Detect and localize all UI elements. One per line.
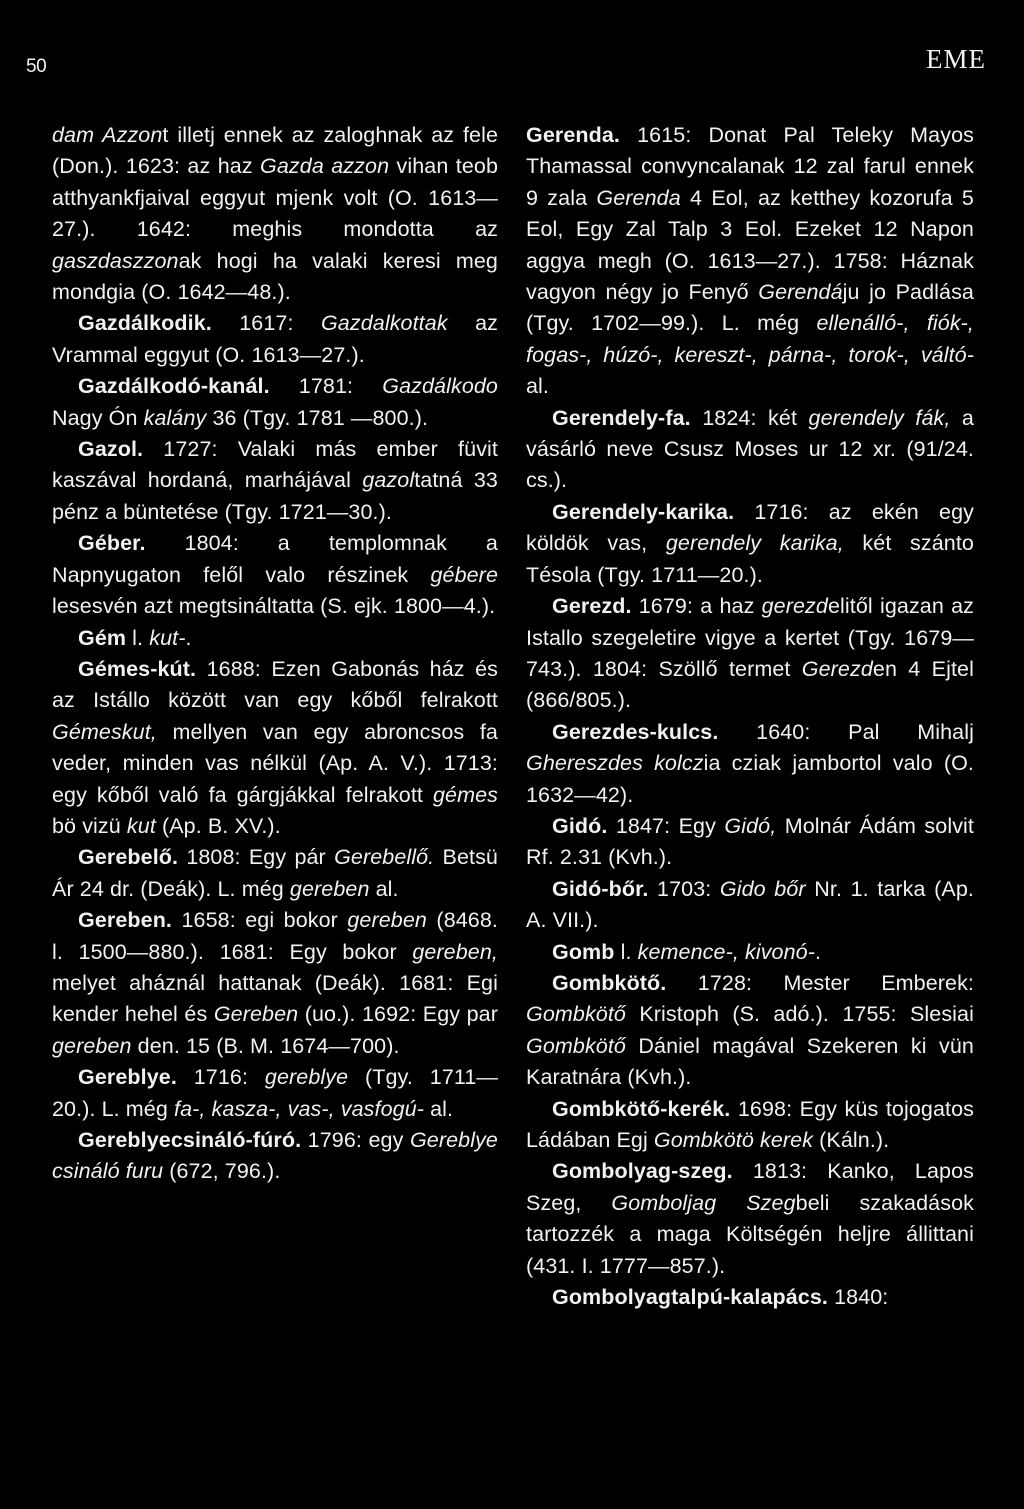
entry-italic-text: Gazdalkottak [320, 311, 448, 336]
entry-italic-text: gereben [347, 908, 427, 933]
entry-italic-text: dam Azzon [52, 123, 163, 147]
entry-headword: Gerebelő. [78, 845, 179, 870]
entry-text: 1716: az ekén egy köldök vas, [526, 499, 974, 556]
entry-text: ak hogi ha valaki keresi meg mondgia (O. 1642—48.). [52, 248, 498, 305]
entry-text: 1640: Pal Mihalj [718, 719, 974, 744]
entry-italic-text: Gidó, [724, 813, 777, 838]
entry-text: al. [526, 374, 550, 399]
entry-text: (8468. l. 1500—880.). 1681: Egy bokor [52, 908, 498, 964]
entry-text: ju jo Padlása (Tgy. 1702—99.). L. még [526, 280, 974, 336]
entry-text: 1840: [828, 1285, 889, 1310]
entry-text: bö vizü [52, 813, 127, 838]
entry-text: Betsü Ár 24 dr. (Deák). L. még [52, 845, 498, 901]
entry-text: en 4 Ejtel (866/805.). [526, 656, 974, 713]
entry-text: 1808: Egy pár [178, 845, 335, 870]
entry-italic-text: Gereben [213, 1002, 299, 1027]
right-column [526, 120, 974, 1313]
entry-italic-text: Gémeskut, [52, 719, 157, 744]
dictionary-entry [52, 120, 498, 308]
entry-text: 1813: Kanko, Lapos Szeg, [526, 1159, 974, 1215]
entry-text: vihan teob atthyankfjaival eggyut mjenk volt (O. 1613—27.). 1642: meghis mondotta az [52, 154, 499, 242]
dictionary-entry [52, 842, 498, 905]
entry-italic-text: gereben [52, 1033, 132, 1058]
entry-headword: Gidó. [552, 813, 608, 838]
entry-italic-text: kut [126, 813, 156, 838]
dictionary-entry [526, 1156, 974, 1282]
entry-italic-text: kalány [143, 405, 207, 430]
entry-text: Dániel magával Szekeren ki vün Karatnára (Kvh.). [526, 1033, 974, 1090]
entry-italic-text: kemence-, kivonó- [637, 939, 815, 964]
entry-italic-text: Gazda azzon [260, 154, 390, 179]
entry-italic-text: Gombkötő [526, 1033, 626, 1058]
entry-text: lesesvén azt megtsináltatta (S. ejk. 1800—4.). [52, 594, 496, 619]
entry-italic-text: Gombkötö kerek [653, 1128, 814, 1152]
entry-text: beli szakadások tartozzék a maga Költségén heljre állittani (431. I. 1777—857.). [526, 1190, 974, 1278]
running-head: EME [926, 44, 986, 74]
entry-headword: Gerenda. [526, 123, 621, 147]
entry-headword: Gombolyagtalpú-kalapács. [552, 1285, 828, 1310]
entry-italic-text: Gido bőr [719, 876, 806, 901]
entry-italic-text: Gombkötő [526, 1002, 626, 1027]
dictionary-entry [526, 968, 974, 1094]
entry-headword: Gerendely-karika. [552, 499, 735, 524]
dictionary-entry [526, 403, 974, 497]
entry-headword: Gerendely-fa. [552, 405, 691, 430]
entry-headword: Gazdálkodik. [78, 311, 212, 336]
entry-headword: Gereblyecsináló-fúró. [78, 1128, 302, 1152]
left-column [52, 120, 498, 1188]
entry-italic-text: gereblye [264, 1065, 349, 1090]
entry-text: Nagy Ón [52, 405, 144, 430]
entry-italic-text: ellenálló-, fiók-, fogas-, húzó-, kereszt-, párna-, torok-, váltó- [526, 311, 975, 367]
entry-headword: Gombolyag-szeg. [552, 1159, 733, 1184]
entry-text: 1728: Mester Emberek: [666, 970, 974, 995]
dictionary-entry [526, 937, 974, 968]
entry-text: 1698: Egy küs tojogatos Ládában Egj [526, 1096, 974, 1152]
entry-text: 1796: egy [301, 1128, 410, 1152]
entry-headword: Gidó-bőr. [552, 876, 649, 901]
entry-text: ia cziak jambortol valo (O. 1632—42). [526, 751, 974, 807]
entry-text: 36 (Tgy. 1781 —800.). [206, 405, 429, 430]
entry-italic-text: Gerendá [758, 280, 843, 305]
entry-text: t illetj ennek az zaloghnak az fele (Don.). 1623: az haz [52, 123, 499, 179]
entry-text: (uo.). 1692: Egy par [298, 1002, 498, 1027]
dictionary-entry [52, 1062, 498, 1125]
entry-italic-text: gazol [362, 468, 415, 493]
entry-italic-text: gémes [432, 782, 498, 807]
entry-italic-text: gereben, [412, 939, 498, 964]
entry-text: Molnár Ádám solvit Rf. 2.31 (Kvh.). [526, 813, 975, 870]
entry-headword: Gerezd. [552, 594, 632, 619]
entry-text: Nr. 1. tarka (Ap. A. VII.). [526, 876, 974, 933]
entry-headword: Gerezdes-kulcs. [552, 719, 719, 744]
entry-text: (Ap. B. XV.). [155, 813, 281, 838]
entry-text: al. [369, 876, 399, 901]
entry-text: 1688: Ezen Gabonás ház és az Istállo között van egy kőből felrakott [52, 656, 498, 713]
entry-italic-text: Gerenda [596, 185, 681, 210]
entry-headword: Gém [78, 625, 127, 650]
entry-italic-text: Gerezd [801, 656, 873, 681]
entry-text: 1658: egi bokor [172, 908, 348, 933]
entry-text: l. [614, 939, 638, 964]
entry-headword: Gombkötő. [552, 970, 667, 995]
entry-italic-text: Gereblye csináló furu [52, 1128, 498, 1184]
entry-italic-text: Ghereszdes kolcz [526, 751, 704, 776]
entry-text: az Vrammal eggyut (O. 1613—27.). [52, 311, 499, 367]
entry-italic-text: Gomboljag Szeg [611, 1190, 796, 1215]
entry-text: 1824: két [690, 405, 809, 430]
dictionary-entry [52, 434, 498, 528]
dictionary-entry [526, 591, 974, 717]
dictionary-entry [52, 528, 498, 622]
entry-text: 1617: [211, 311, 321, 336]
entry-headword: Gémes-kút. [78, 656, 197, 681]
entry-text: al. [424, 1096, 454, 1121]
page-number: 50 [26, 56, 47, 77]
dictionary-entry [52, 623, 498, 654]
entry-text: 4 Eol, az ketthey kozorufa 5 Eol, Egy Zal Talp 3 Eol. Ezeket 12 Napon aggya megh (O. 1613—27.). 1758: Háznak vagyon négy jo Fenyő [526, 185, 974, 305]
entry-italic-text: Gerebellő. [334, 845, 435, 870]
entry-italic-text: gerezd [761, 594, 828, 619]
dictionary-entry [52, 905, 498, 1062]
dictionary-entry [526, 1282, 974, 1313]
dictionary-entry [526, 1094, 974, 1157]
entry-text: . [185, 625, 192, 650]
entry-text: tatná 33 pénz a büntetése (Tgy. 1721—30.). [52, 468, 498, 524]
dictionary-entry [526, 874, 974, 937]
entry-headword: Gombkötő-kerék. [552, 1096, 731, 1121]
entry-italic-text: Gazdálkodo [382, 374, 498, 399]
entry-text: 1781: [269, 374, 383, 399]
entry-text: 1615: Donat Pal Teleky Mayos Thamassal convyncalanak 12 zal farul ennek 9 zala [526, 123, 974, 210]
entry-text: 1679: a haz [631, 594, 762, 619]
entry-text: (672, 796.). [163, 1159, 281, 1184]
entry-text: 1716: [176, 1065, 265, 1090]
entry-text: den. 15 (B. M. 1674—700). [131, 1033, 400, 1058]
entry-italic-text: gereben [289, 876, 370, 901]
entry-text: a vásárló neve Csusz Moses ur 12 xr. (91/24. cs.). [526, 405, 974, 493]
dictionary-entry [52, 654, 498, 842]
entry-text: Kristoph (S. adó.). 1755: Slesiai [626, 1002, 974, 1027]
entry-headword: Gazdálkodó-kanál. [78, 374, 270, 399]
entry-headword: Gereben. [78, 908, 173, 933]
entry-text: 1847: Egy [607, 813, 725, 838]
entry-headword: Géber. [78, 531, 146, 556]
entry-headword: Gazol. [78, 437, 144, 462]
entry-italic-text: kut- [149, 625, 186, 650]
entry-italic-text: gaszdaszzon [52, 248, 179, 273]
entry-text: 1804: a templomnak a Napnyugaton felől valo részinek [52, 531, 498, 587]
entry-headword: Gereblye. [78, 1065, 177, 1090]
entry-text: melyet aháznál hattanak (Deák). 1681: Egi kender hehel és [52, 970, 498, 1027]
dictionary-entry [52, 371, 498, 434]
entry-italic-text: gerendely fák, [808, 405, 951, 430]
dictionary-entry [526, 717, 974, 811]
entry-text: (Káln.). [813, 1128, 890, 1152]
entry-headword: Gomb [552, 939, 615, 964]
dictionary-entry [52, 308, 498, 371]
entry-text: 1703: [648, 876, 720, 901]
entry-text: . [814, 939, 822, 964]
entry-text: (Tgy. 1711—20.). L. még [52, 1065, 498, 1121]
entry-italic-text: gébere [430, 562, 498, 587]
entry-text: 1727: Valaki más ember füvit kaszával hordaná, marhájával [52, 437, 498, 493]
entry-italic-text: fa-, kasza-, vas-, vasfogú- [174, 1096, 425, 1121]
entry-text: két szánto Tésola (Tgy. 1711—20.). [526, 531, 974, 587]
dictionary-entry [52, 1125, 498, 1188]
entry-text: mellyen van egy abroncsos fa veder, minden vas nélkül (Ap. A. V.). 1713: egy kőből való fa gárgjákkal felrakott [52, 719, 498, 807]
entry-italic-text: gerendely karika, [665, 531, 844, 556]
entry-text: l. [126, 625, 150, 650]
dictionary-entry [526, 497, 974, 591]
entry-text: elitől igazan az Istallo szegeletire vigye a kertet (Tgy. 1679—743.). 1804: Szöllő termet [526, 594, 974, 681]
dictionary-entry [526, 811, 974, 874]
dictionary-entry [526, 120, 974, 403]
